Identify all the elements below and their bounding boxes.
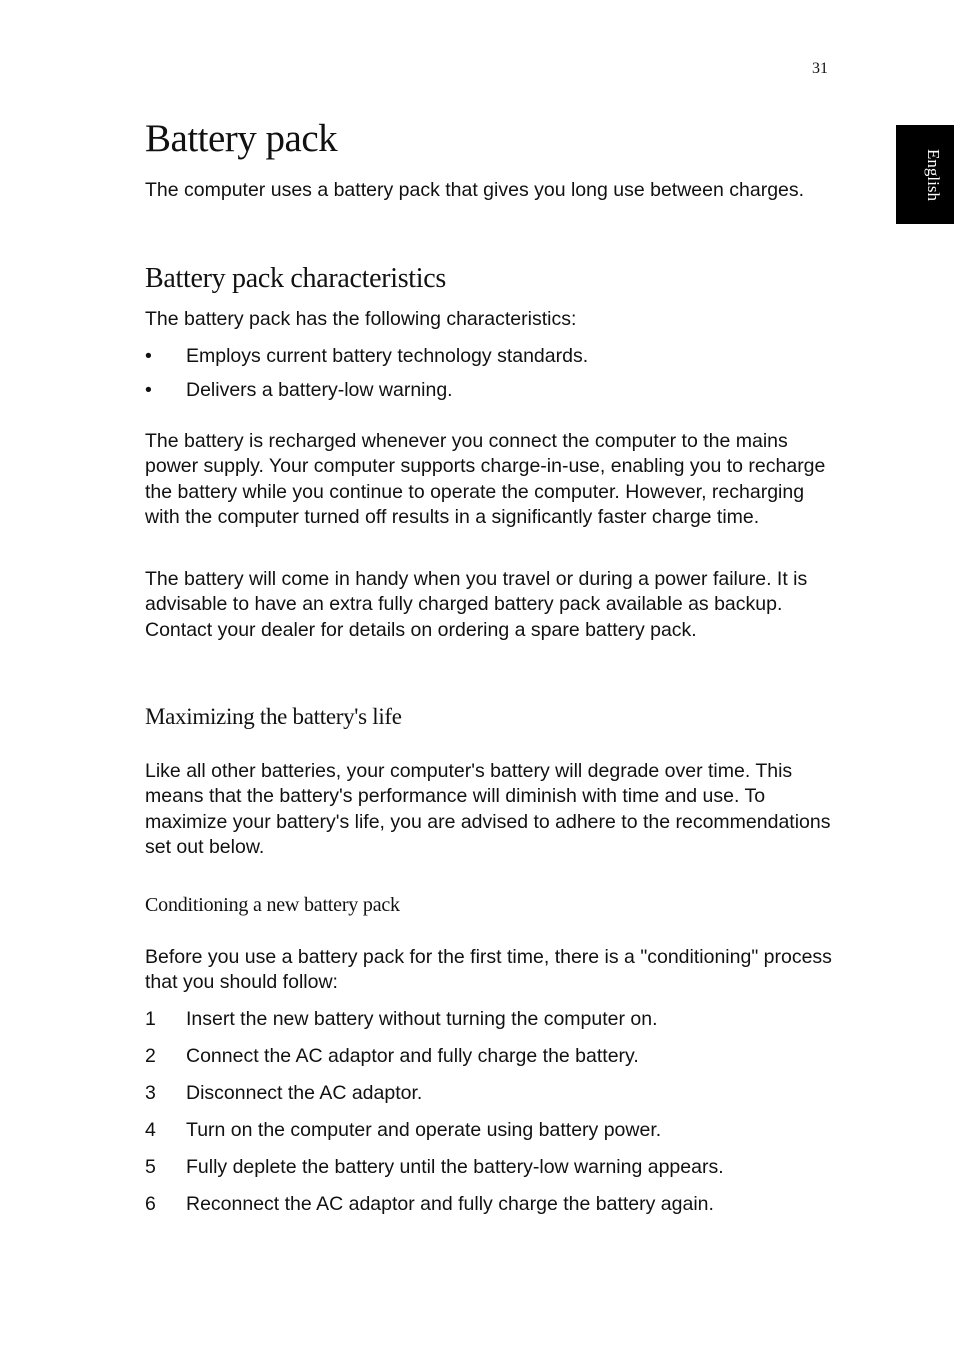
language-tab-label: English (924, 149, 943, 201)
bullet-item (145, 344, 835, 369)
page-title: Battery pack (145, 117, 338, 160)
recharge-paragraph: The battery is recharged whenever you connect the computer to the mains power supply. Your computer supports charge-in-use, enabling you to recharge the battery while you continue to operate the computer. However, recharging with the computer turned off results in a significantly faster charge time. (145, 430, 826, 528)
bullet-item (145, 378, 835, 403)
conditioning-heading: Conditioning a new battery pack (145, 894, 400, 916)
conditioning-lead: Before you use a battery pack for the first time, there is a "conditioning" process that you should follow: (145, 946, 832, 994)
bullet-marker: • (145, 379, 152, 401)
step-text: Connect the AC adaptor and fully charge the battery. (186, 1045, 639, 1067)
step-text: Fully deplete the battery until the battery-low warning appears. (186, 1156, 724, 1178)
step-item (145, 1155, 835, 1180)
step-text: Turn on the computer and operate using battery power. (186, 1119, 662, 1141)
step-text: Reconnect the AC adaptor and fully charge the battery again. (186, 1193, 714, 1215)
step-text: Insert the new battery without turning the computer on. (186, 1008, 658, 1030)
step-text: Disconnect the AC adaptor. (186, 1082, 423, 1104)
intro-paragraph: The computer uses a battery pack that gives you long use between charges. (145, 179, 805, 201)
maximizing-paragraph: Like all other batteries, your computer's battery will degrade over time. This means that the battery's performance will diminish with time and use. To maximize your battery's life, you are advised to adhere to the recommendations set out below. (145, 760, 831, 858)
step-number: 3 (145, 1082, 156, 1104)
bullet-text: Employs current battery technology standards. (186, 345, 589, 367)
bullet-marker: • (145, 345, 152, 367)
characteristics-lead: The battery pack has the following characteristics: (145, 308, 577, 330)
page-number: 31 (812, 60, 828, 77)
backup-paragraph: The battery will come in handy when you travel or during a power failure. It is advisable to have an extra fully charged battery pack available as backup. Contact your dealer for details on ordering a spare battery pack. (145, 568, 808, 641)
step-number: 2 (145, 1045, 156, 1067)
step-number: 4 (145, 1119, 156, 1141)
step-item (145, 1044, 835, 1069)
step-item (145, 1007, 835, 1032)
maximizing-heading: Maximizing the battery's life (145, 704, 402, 729)
step-number: 5 (145, 1156, 156, 1178)
step-item (145, 1192, 835, 1217)
characteristics-heading: Battery pack characteristics (145, 263, 446, 294)
language-tab (896, 125, 954, 224)
bullet-text: Delivers a battery-low warning. (186, 379, 453, 401)
step-number: 1 (145, 1008, 156, 1030)
step-item (145, 1118, 835, 1143)
step-number: 6 (145, 1193, 156, 1215)
step-item (145, 1081, 835, 1106)
